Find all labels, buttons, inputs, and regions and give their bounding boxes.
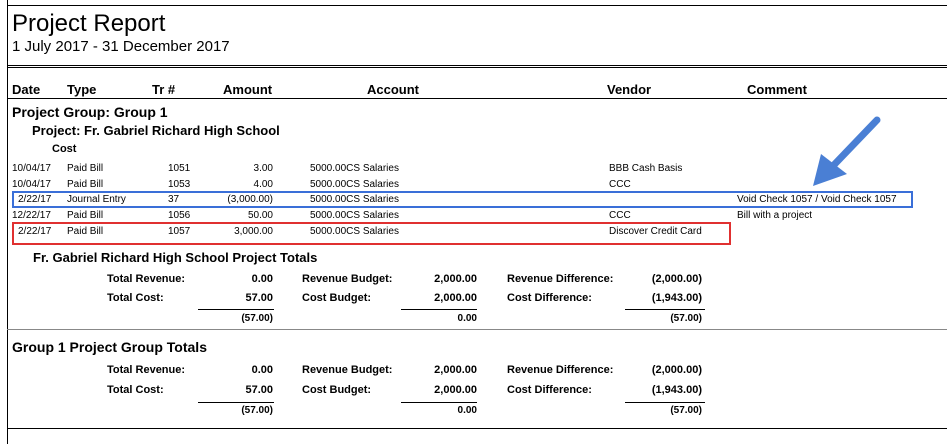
row-vendor: CCC xyxy=(609,210,631,221)
row-type: Paid Bill xyxy=(67,179,104,190)
project-total-revenue-label: Total Revenue: xyxy=(107,273,186,285)
group-total-cost: 57.00 xyxy=(245,384,273,396)
group-cost-budget-label: Cost Budget: xyxy=(302,384,372,396)
row-account: 5000.00CS Salaries xyxy=(310,163,399,174)
group-cost-diff-label: Cost Difference: xyxy=(507,384,592,396)
group-diff-net: (57.00) xyxy=(670,405,702,416)
project-group-heading: Project Group: Group 1 xyxy=(12,104,168,120)
row-date: 10/04/17 xyxy=(12,163,51,174)
row-type: Paid Bill xyxy=(67,163,104,174)
project-revenue-budget: 2,000.00 xyxy=(434,273,477,285)
col-date: Date xyxy=(12,82,41,97)
row-date: 2/22/17 xyxy=(18,194,52,205)
row-vendor: CCC xyxy=(609,179,631,190)
row-account: 5000.00CS Salaries xyxy=(310,210,399,221)
group-revenue-budget-label: Revenue Budget: xyxy=(302,364,393,376)
project-net: (57.00) xyxy=(241,313,273,324)
row-tr: 37 xyxy=(168,194,180,205)
project-total-revenue: 0.00 xyxy=(251,273,273,285)
report-title: Project Report xyxy=(12,10,166,37)
row-amount: 50.00 xyxy=(247,210,273,221)
row-tr: 1053 xyxy=(168,179,191,190)
group-revenue-diff-label: Revenue Difference: xyxy=(507,364,614,376)
section-divider xyxy=(7,329,947,330)
row-tr: 1057 xyxy=(168,226,191,237)
row-amount: 3.00 xyxy=(253,163,273,174)
row-date: 10/04/17 xyxy=(12,179,51,190)
row-amount: 4.00 xyxy=(253,179,273,190)
group-total-cost-label: Total Cost: xyxy=(107,384,164,396)
project-cost-budget: 2,000.00 xyxy=(434,292,477,304)
project-revenue-diff: (2,000.00) xyxy=(651,273,702,285)
group-total-rule xyxy=(198,402,274,403)
project-cost-budget-label: Cost Budget: xyxy=(302,292,372,304)
col-tr: Tr # xyxy=(152,82,176,97)
col-vendor: Vendor xyxy=(607,82,652,97)
project-revenue-budget-label: Revenue Budget: xyxy=(302,273,393,285)
project-total-rule xyxy=(198,309,274,310)
project-total-cost-label: Total Cost: xyxy=(107,292,164,304)
project-totals-title: Fr. Gabriel Richard High School Project Totals xyxy=(33,250,318,265)
project-diff-net: (57.00) xyxy=(670,313,702,324)
cost-section-heading: Cost xyxy=(52,143,77,155)
group-revenue-budget: 2,000.00 xyxy=(434,364,477,376)
group-net: (57.00) xyxy=(241,405,273,416)
project-cost-diff-label: Cost Difference: xyxy=(507,292,592,304)
row-account: 5000.00CS Salaries xyxy=(310,179,399,190)
group-total-revenue-label: Total Revenue: xyxy=(107,364,186,376)
group-totals-title: Group 1 Project Group Totals xyxy=(12,339,207,355)
report-date-range: 1 July 2017 - 31 December 2017 xyxy=(12,38,230,55)
highlight-box-red xyxy=(12,222,731,245)
column-header-rule xyxy=(7,98,947,99)
project-budget-net: 0.00 xyxy=(457,313,477,324)
group-total-revenue: 0.00 xyxy=(251,364,273,376)
group-revenue-diff: (2,000.00) xyxy=(651,364,702,376)
project-cost-diff: (1,943.00) xyxy=(651,292,702,304)
col-amount: Amount xyxy=(223,82,273,97)
project-heading: Project: Fr. Gabriel Richard High School xyxy=(32,123,280,138)
row-account: 5000.00CS Salaries xyxy=(310,194,399,205)
row-account: 5000.00CS Salaries xyxy=(310,226,399,237)
highlight-box-blue xyxy=(12,191,913,208)
group-budget-rule xyxy=(401,402,477,403)
header-rule-top-2 xyxy=(7,67,947,68)
group-diff-rule xyxy=(625,402,705,403)
row-vendor: Discover Credit Card xyxy=(609,226,702,237)
col-comment: Comment xyxy=(747,82,807,97)
row-tr: 1051 xyxy=(168,163,191,174)
row-vendor: BBB Cash Basis xyxy=(609,163,683,174)
row-type: Journal Entry xyxy=(67,194,126,205)
annotation-arrow-icon xyxy=(805,112,895,192)
col-account: Account xyxy=(367,82,419,97)
row-comment: Bill with a project xyxy=(737,210,813,221)
bottom-rule xyxy=(7,428,947,429)
row-amount: 3,000.00 xyxy=(234,226,273,237)
group-budget-net: 0.00 xyxy=(457,405,477,416)
row-date: 12/22/17 xyxy=(12,210,51,221)
row-tr: 1056 xyxy=(168,210,191,221)
row-date: 2/22/17 xyxy=(18,226,52,237)
project-budget-rule xyxy=(401,309,477,310)
project-revenue-diff-label: Revenue Difference: xyxy=(507,273,614,285)
col-type: Type xyxy=(67,82,97,97)
row-type: Paid Bill xyxy=(67,226,104,237)
row-comment: Void Check 1057 / Void Check 1057 xyxy=(737,194,897,205)
row-type: Paid Bill xyxy=(67,210,104,221)
top-border xyxy=(7,5,947,6)
project-total-cost: 57.00 xyxy=(245,292,273,304)
group-cost-diff: (1,943.00) xyxy=(651,384,702,396)
group-cost-budget: 2,000.00 xyxy=(434,384,477,396)
row-amount: (3,000.00) xyxy=(227,194,273,205)
project-diff-rule xyxy=(625,309,705,310)
header-rule-top xyxy=(7,65,947,66)
